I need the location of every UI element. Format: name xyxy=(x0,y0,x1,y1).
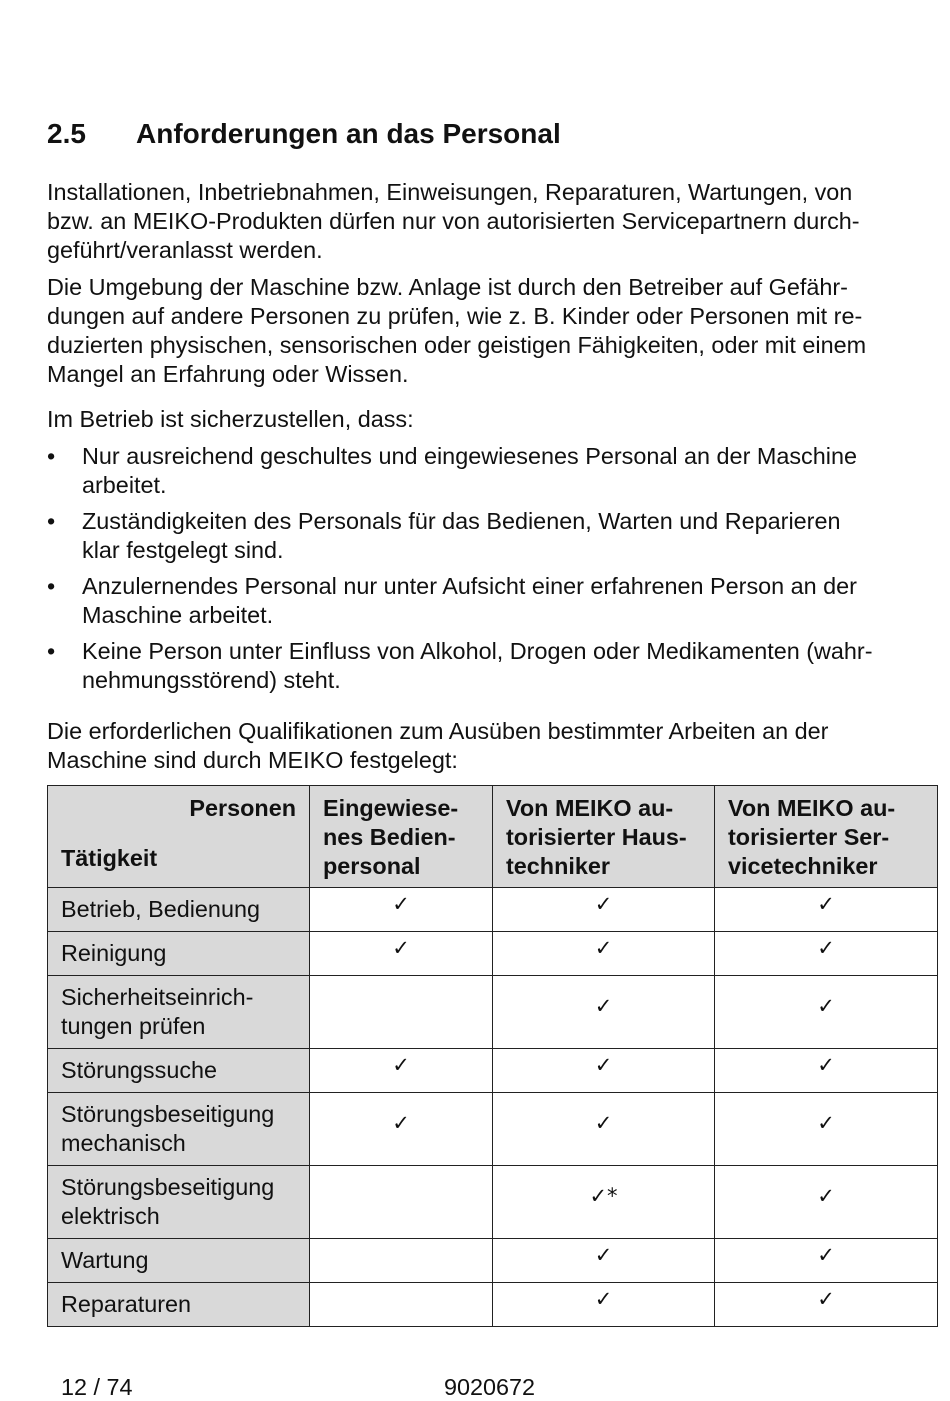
checkmark-cell xyxy=(493,1239,715,1283)
paragraph-line: geführt/veranlasst werden. xyxy=(47,237,323,263)
column-header-house-technician xyxy=(493,786,715,888)
table-row xyxy=(48,1049,938,1093)
column-header-line: vicetechniker xyxy=(728,853,878,879)
checkmark-cell xyxy=(310,1239,493,1283)
activity-label: mechanisch xyxy=(61,1130,186,1156)
paragraph-qualifications-intro xyxy=(47,717,942,775)
bullet-symbol: • xyxy=(47,638,56,664)
column-header-line: torisierter Ser- xyxy=(728,824,890,850)
column-header-line: personal xyxy=(323,853,421,879)
checkmark-icon: ✓ xyxy=(594,1286,613,1311)
paragraph-line: Maschine sind durch MEIKO festgelegt: xyxy=(47,747,458,773)
checkmark-icon: ✓ xyxy=(594,1052,613,1077)
section-title: Anforderungen an das Personal xyxy=(136,118,561,149)
paragraph-line: bzw. an MEIKO-Produkten dürfen nur von autorisierten Servicepartnern durch- xyxy=(47,208,860,234)
activity-label: Reinigung xyxy=(61,940,167,966)
checkmark-cell xyxy=(715,1093,938,1166)
checkmark-cell xyxy=(310,888,493,932)
checkmark-cell xyxy=(493,1283,715,1327)
checkmark-icon: ✓ xyxy=(392,891,410,916)
checkmark-cell xyxy=(310,1283,493,1327)
checkmark-icon: ✓ xyxy=(594,1242,613,1267)
checkmark-icon: ✓ xyxy=(594,1111,613,1135)
checkmark-cell xyxy=(715,1239,938,1283)
list-item-line: Nur ausreichend geschultes und eingewiesenes Personal an der Maschine xyxy=(82,443,857,469)
paragraph-line: Mangel an Erfahrung oder Wissen. xyxy=(47,361,409,387)
checkmark-cell xyxy=(493,888,715,932)
table-row xyxy=(48,1283,938,1327)
paragraph-operation-intro xyxy=(47,405,942,434)
activity-cell xyxy=(48,1283,310,1327)
checkmark-cell xyxy=(493,1093,715,1166)
qualification-table xyxy=(47,785,938,1327)
paragraph-line: dungen auf andere Personen zu prüfen, wie z. B. Kinder oder Personen mit re- xyxy=(47,303,863,329)
activity-cell xyxy=(48,1166,310,1239)
table-corner-cell xyxy=(48,786,310,888)
checkmark-icon: ✓ xyxy=(594,891,613,916)
activity-cell xyxy=(48,976,310,1049)
paragraph-line: duzierten physischen, sensorischen oder geistigen Fähigkeiten, oder mit einem xyxy=(47,332,867,358)
activity-label: Störungsbeseitigung xyxy=(61,1174,275,1200)
checkmark-cell xyxy=(715,1283,938,1327)
activity-label: Reparaturen xyxy=(61,1291,192,1317)
activity-label: tungen prüfen xyxy=(61,1013,206,1039)
section-heading xyxy=(47,118,561,150)
table-header-row xyxy=(48,786,938,888)
checkmark-cell xyxy=(310,1093,493,1166)
bullet-symbol: • xyxy=(47,573,56,599)
list-item-line: Maschine arbeitet. xyxy=(82,602,274,628)
table-row xyxy=(48,932,938,976)
checkmark-cell xyxy=(715,888,938,932)
activity-cell xyxy=(48,932,310,976)
list-item-line: Zuständigkeiten des Personals für das Bedienen, Warten und Reparieren xyxy=(82,508,841,534)
activity-label: Sicherheitseinrich- xyxy=(61,984,254,1010)
checkmark-cell xyxy=(310,932,493,976)
column-header-line: techniker xyxy=(506,853,611,879)
table-row xyxy=(48,1166,938,1239)
activity-label: Wartung xyxy=(61,1247,149,1273)
paragraph-environment-check xyxy=(47,273,942,389)
column-header-line: torisierter Haus- xyxy=(506,824,687,850)
column-header-line: Eingewiese- xyxy=(323,795,459,821)
checkmark-icon: ✓ xyxy=(817,1111,835,1135)
activity-cell xyxy=(48,1239,310,1283)
document-number: 9020672 xyxy=(444,1374,536,1400)
checkmark-icon: ✓ xyxy=(594,994,613,1018)
list-item xyxy=(47,637,942,695)
section-number: 2.5 xyxy=(47,118,86,149)
list-item-line: arbeitet. xyxy=(82,472,167,498)
checkmark-icon: ✓ xyxy=(817,935,835,960)
list-item-line: Keine Person unter Einfluss von Alkohol, Drogen oder Medikamenten (wahr- xyxy=(82,638,873,664)
activity-cell xyxy=(48,1093,310,1166)
column-header-line: Von MEIKO au- xyxy=(506,795,674,821)
column-header-service-technician xyxy=(715,786,938,888)
checkmark-cell xyxy=(493,976,715,1049)
checkmark-icon: ✓ xyxy=(817,1242,835,1267)
paragraph-line: Die erforderlichen Qualifikationen zum Ausüben bestimmter Arbeiten an der xyxy=(47,718,829,744)
checkmark-icon: ✓ xyxy=(392,1111,410,1135)
checkmark-cell xyxy=(310,1049,493,1093)
paragraph-line: Im Betrieb ist sicherzustellen, dass: xyxy=(47,406,414,432)
checkmark-cell xyxy=(310,1166,493,1239)
list-item-line: Anzulernendes Personal nur unter Aufsicht einer erfahrenen Person an der xyxy=(82,573,857,599)
checkmark-icon: ✓ xyxy=(594,935,613,960)
checkmark-icon: ✓ xyxy=(817,1184,835,1208)
header-personen: Personen xyxy=(189,795,296,821)
checkmark-icon: ✓ xyxy=(817,1286,835,1311)
checkmark-cell xyxy=(493,1049,715,1093)
column-header-line: nes Bedien- xyxy=(323,824,456,850)
bullet-symbol: • xyxy=(47,443,56,469)
checkmark-cell xyxy=(715,1166,938,1239)
activity-cell xyxy=(48,1049,310,1093)
checkmark-icon: ✓ xyxy=(817,891,835,916)
paragraph-authorized-service xyxy=(47,178,942,265)
checkmark-cell xyxy=(310,976,493,1049)
table-row xyxy=(48,888,938,932)
list-item-line: nehmungsstörend) steht. xyxy=(82,667,341,693)
checkmark-icon: ✓ xyxy=(392,1052,410,1077)
checkmark-icon: ✓ xyxy=(817,994,835,1018)
checkmark-icon: ✓ xyxy=(817,1052,835,1077)
table-row xyxy=(48,976,938,1049)
page-number: 12 / 74 xyxy=(61,1374,133,1400)
checkmark-cell xyxy=(715,976,938,1049)
header-taetigkeit: Tätigkeit xyxy=(61,845,158,871)
paragraph-line: Die Umgebung der Maschine bzw. Anlage ist durch den Betreiber auf Gefähr- xyxy=(47,274,848,300)
activity-label: Störungsbeseitigung xyxy=(61,1101,275,1127)
checkmark-cell xyxy=(493,1166,715,1239)
checkmark-cell xyxy=(715,1049,938,1093)
activity-label: Störungssuche xyxy=(61,1057,218,1083)
table-row xyxy=(48,1093,938,1166)
checkmark-cell xyxy=(715,932,938,976)
column-header-line: Von MEIKO au- xyxy=(728,795,896,821)
activity-label: elektrisch xyxy=(61,1203,160,1229)
activity-label: Betrieb, Bedienung xyxy=(61,896,260,922)
requirements-list xyxy=(47,442,942,702)
bullet-symbol: • xyxy=(47,508,56,534)
activity-cell xyxy=(48,888,310,932)
list-item-line: klar festgelegt sind. xyxy=(82,537,284,563)
column-header-operator xyxy=(310,786,493,888)
table-row xyxy=(48,1239,938,1283)
checkmark-icon: ✓ xyxy=(392,935,410,960)
checkmark-cell xyxy=(493,932,715,976)
paragraph-line: Installationen, Inbetriebnahmen, Einweisungen, Reparaturen, Wartungen, von xyxy=(47,179,853,205)
list-item xyxy=(47,442,942,500)
list-item xyxy=(47,572,942,630)
checkmark-icon: ✓* xyxy=(589,1184,618,1208)
list-item xyxy=(47,507,942,565)
